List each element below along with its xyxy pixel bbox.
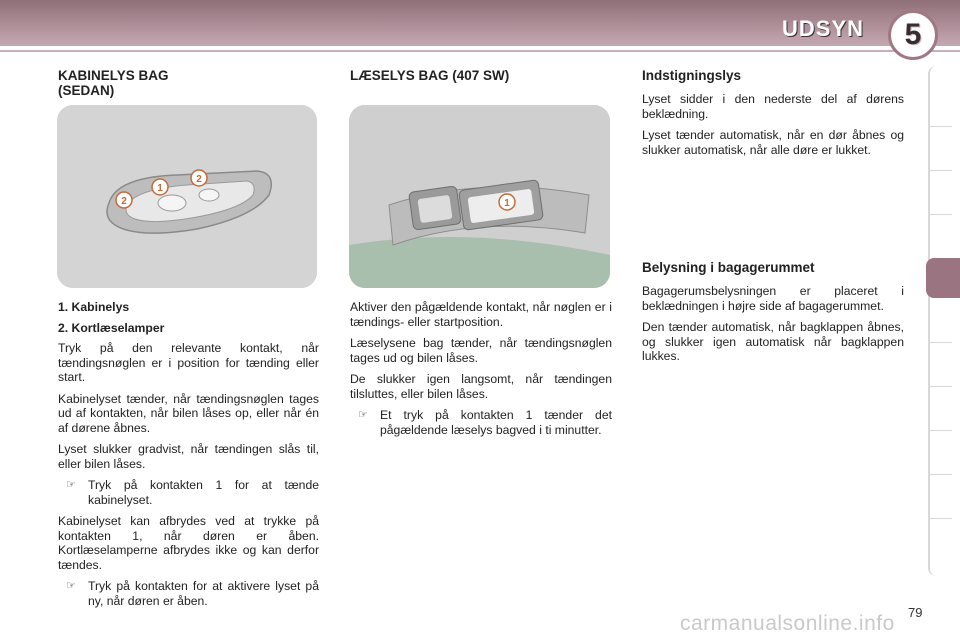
marker-1: [152, 179, 168, 195]
paragraph: Tryk på den relevante kontakt, når tændingsnøglen er i position for tænding eller start.: [58, 341, 319, 384]
bullet-text: Et tryk på kontakten 1 tænder det pågældende læselys bagved i ti minutter.: [380, 408, 612, 437]
chapter-title: UDSYN: [782, 16, 865, 41]
photo-reading-light: [349, 105, 610, 288]
right-column-text-1: [642, 92, 904, 164]
watermark: carmanualsonline.info: [680, 612, 895, 635]
legend-item-1: 1. Kabinelys: [58, 300, 130, 314]
cabin-light-illustration: [57, 105, 317, 288]
hand-pointer-icon: ☞: [66, 479, 76, 491]
tab-divider: [930, 386, 952, 387]
tab-divider: [930, 170, 952, 171]
section-heading-indstigningslys: Indstigningslys: [642, 68, 742, 83]
paragraph: Lyset sidder i den nederste del af dørens beklædning.: [642, 92, 904, 121]
paragraph: De slukker igen langsomt, når tændingen tilsluttes, eller bilen låses.: [350, 372, 612, 401]
tab-divider: [930, 474, 952, 475]
instruction-bullet: [350, 408, 612, 437]
paragraph: Lyset tænder automatisk, når en dør åbnes og slukker automatisk, når alle døre er lukket.: [642, 128, 904, 157]
marker-1: [499, 194, 515, 210]
hand-pointer-icon: ☞: [66, 580, 76, 592]
paragraph: Kabinelyset kan afbrydes ved at trykke på kontakten 1, når døren er åben. Kortlæselamperne afbrydes ikke og kan derfor tændes.: [58, 514, 319, 572]
paragraph: Aktiver den pågældende kontakt, når nøglen er i tændings- eller startposition.: [350, 300, 612, 329]
instruction-bullet: [58, 478, 319, 507]
paragraph: Læselysene bag tænder, når tændingsnøglen tages ud og bilen låses.: [350, 336, 612, 365]
header-stripe: [0, 46, 960, 50]
marker-label: 1: [504, 198, 510, 209]
marker-label: 1: [157, 183, 163, 194]
section-heading-kabinelys: KABINELYS BAG (SEDAN): [58, 68, 169, 98]
paragraph: Den tænder automatisk, når bagklappen åbnes, og slukker igen automatisk når bagklappen lukkes.: [642, 320, 904, 363]
section-heading-laeselys: LÆSELYS BAG (407 SW): [350, 68, 510, 83]
tab-divider: [930, 214, 952, 215]
bullet-text: Tryk på kontakten for at aktivere lyset på ny, når døren er åben.: [88, 579, 319, 608]
active-chapter-tab[interactable]: [926, 258, 960, 298]
hand-pointer-icon: ☞: [358, 409, 368, 421]
section-heading-bagagerum: Belysning i bagagerummet: [642, 260, 815, 275]
marker-2-right: [191, 170, 207, 186]
paragraph: Lyset slukker gradvist, når tændingen slås til, eller bilen låses.: [58, 442, 319, 471]
chapter-tab-strip: [928, 66, 954, 576]
paragraph: Kabinelyset tænder, når tændingsnøglen tages ud af kontakten, når bilen låses op, eller når én af dørene åbnes.: [58, 391, 319, 435]
bullet-text: Tryk på kontakten 1 for at tænde kabinelyset.: [88, 478, 319, 507]
paragraph: Bagagerumsbelysningen er placeret i beklædningen i højre side af bagagerummet.: [642, 284, 904, 313]
right-column-text-2: [642, 284, 904, 371]
photo-cabin-light: [57, 105, 317, 288]
page-number: 79: [908, 605, 923, 620]
reading-light-illustration: [349, 105, 610, 288]
tab-divider: [930, 430, 952, 431]
marker-label: 2: [196, 174, 202, 185]
instruction-bullet: [58, 579, 319, 608]
marker-label: 2: [121, 196, 127, 207]
tab-divider: [930, 518, 952, 519]
left-column-text: [58, 300, 319, 615]
marker-2-left: [116, 192, 132, 208]
tab-divider: [930, 342, 952, 343]
middle-column-text: [350, 300, 612, 444]
legend-item-2: 2. Kortlæselamper: [58, 320, 165, 335]
chapter-number-badge: 5: [888, 10, 938, 60]
tab-divider: [930, 126, 952, 127]
